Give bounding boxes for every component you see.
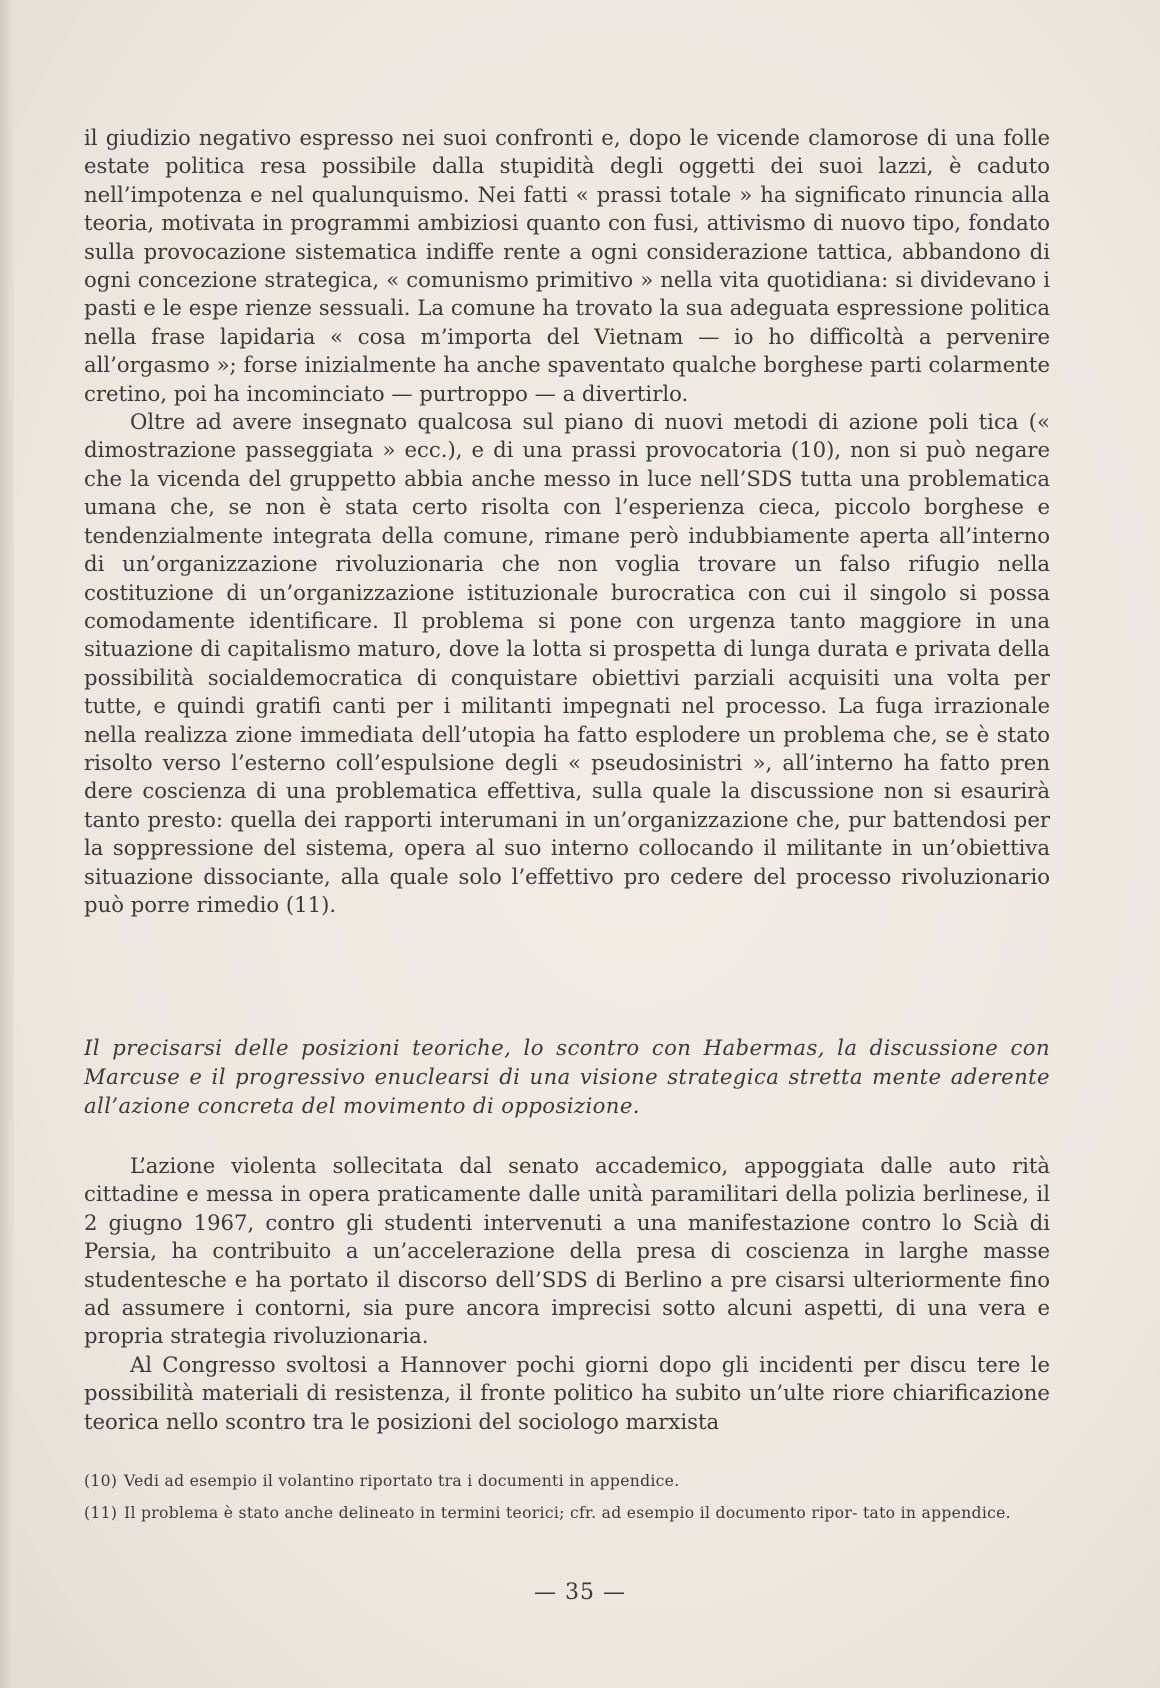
text-line: pone con urgenza tanto maggiore in una situazione di capitalismo maturo, dove	[84, 607, 1050, 662]
body-paragraph	[84, 408, 1050, 919]
text-line: L’azione violenta sollecitata dal senato accademico, appoggiata dalle auto	[130, 1153, 997, 1178]
footnotes	[84, 1470, 1050, 1534]
page-number: — 35 —	[534, 1580, 626, 1605]
heading-line: Il precisarsi delle posizioni teoriche, lo scontro con Habermas, la discussione	[84, 1035, 1011, 1060]
heading-line: mente aderente all’azione concreta del movimento di opposizione.	[84, 1064, 1050, 1118]
text-line: colarmente cretino, poi ha incominciato — purtroppo — a divertirlo.	[84, 352, 1050, 406]
text-line: esaurirà tanto presto: quella dei rapporti interumani in un’organizzazione che,	[84, 778, 1050, 832]
text-line: berlinese, il 2 giugno 1967, contro gli studenti intervenuti a una manifestazione	[84, 1181, 1050, 1235]
text-line: alcuni aspetti, di una vera e propria strategia rivoluzionaria.	[84, 1295, 1050, 1349]
text-line: ha significato rinuncia alla teoria, motivata in programmi ambiziosi quanto con	[84, 181, 1051, 236]
text-line: di conquistare obiettivi parziali acquisiti una volta per tutte, e quindi gratifi	[84, 664, 1050, 719]
text-line: pur battendosi per la soppressione del sistema, opera al suo interno collocando	[84, 806, 1050, 861]
text-line: rente a ogni considerazione tattica, abbandono di ogni concezione strategica,	[84, 238, 1050, 293]
text-line: tere le possibilità materiali di resistenza, il fronte politico ha subito un’ulte	[84, 1351, 1050, 1406]
text-line: di una folle estate politica resa possibile dalla stupidità degli oggetti dei suoi	[84, 125, 1051, 179]
text-line: contro lo Scià di Persia, ha contribuito a un’accelerazione della presa di coscienza	[84, 1209, 1050, 1264]
text-block-bottom	[84, 1152, 1050, 1436]
text-line: tutta una problematica umana che, se non è stata certo risolta con l’esperienza	[84, 465, 1050, 520]
text-line: Oltre ad avere insegnato qualcosa sul piano di nuovi metodi di azione poli	[130, 409, 969, 435]
text-line: tica (« dimostrazione passeggiata » ecc.), e di una prassi provocatoria (10), non	[84, 409, 1050, 463]
text-line: « comunismo primitivo » nella vita quotidiana: si dividevano i pasti e le espe	[84, 267, 1050, 321]
text-line: fusi, attivismo di nuovo tipo, fondato sulla provocazione sistematica indiffe	[84, 210, 1050, 264]
body-paragraph	[84, 1351, 1050, 1436]
text-line: riore chiarificazione teorica nello scontro tra le posizioni del sociologo marxista	[84, 1380, 1050, 1434]
text-line: dere coscienza di una problematica effettiva, sulla quale la discussione non si	[84, 778, 961, 804]
text-line: all’orgasmo »; forse inizialmente ha anche spaventato qualche borghese parti	[84, 352, 922, 378]
footnote	[84, 1502, 1050, 1525]
body-paragraph	[84, 124, 1050, 408]
footnote-number: (11)	[84, 1504, 118, 1522]
text-line: burocratica con cui il singolo si possa comodamente identificare. Il problema si	[84, 579, 1050, 633]
text-line: il militante in un’obiettiva situazione dissociante, alla quale solo l’effettivo pro	[84, 835, 1050, 889]
text-line: cisarsi ulteriormente fino ad assumere i contorni, sia pure ancora imprecisi sotto	[84, 1266, 1050, 1321]
footnote-text: Il problema è stato anche delineato in termini teorici; cfr. ad esempio il documento ripor- tato in appendice.	[124, 1504, 1011, 1522]
text-block-top	[84, 124, 1050, 919]
text-line: cieca, piccolo borghese e tendenzialmente integrata della comune, rimane però	[84, 494, 1050, 548]
body-paragraph	[84, 1152, 1050, 1351]
text-line: canti per i militanti impegnati nel processo. La fuga irrazionale nella realizza	[84, 693, 1051, 747]
text-line: indubbiamente aperta all’interno di un’organizzazione rivoluzionaria che non	[84, 522, 1050, 577]
text-line: cedere del processo rivoluzionario può porre rimedio (11).	[84, 863, 1050, 917]
text-line: il giudizio negativo espresso nei suoi confronti e, dopo le vicende clamorose	[84, 125, 927, 150]
binding-edge	[0, 0, 14, 1688]
text-line: rità cittadine e messa in opera praticamente dalle unità paramilitari della polizia	[84, 1153, 1050, 1207]
text-line: Al Congresso svoltosi a Hannover pochi giorni dopo gli incidenti per discu	[130, 1351, 967, 1377]
section-heading	[84, 1033, 1050, 1120]
footnote-text: Vedi ad esempio il volantino riportato tra i documenti in appendice.	[124, 1472, 680, 1490]
text-line: rienze sessuali. La comune ha trovato la sua adeguata espressione politica nella	[84, 295, 1050, 349]
footnote-number: (10)	[84, 1472, 118, 1490]
text-line: verso l’esterno coll’espulsione degli « pseudosinistri », all’interno ha fatto pren	[162, 749, 1050, 775]
text-line: frase lapidaria « cosa m’importa del Vietnam — io ho difficoltà a pervenire	[151, 323, 1051, 349]
text-line: la lotta si prospetta di lunga durata e privata della possibilità socialdemocratica	[84, 636, 1051, 690]
text-line: lazzi, è caduto nell’impotenza e nel qualunquismo. Nei fatti « prassi totale »	[84, 153, 1050, 207]
text-line: zione immediata dell’utopia ha fatto esplodere un problema che, se è stato risolto	[84, 721, 1050, 775]
text-line: in larghe masse studentesche e ha portato il discorso dell’SDS di Berlino a pre	[84, 1238, 1051, 1292]
text-line: voglia trovare un falso rifugio nella costituzione di un’organizzazione istituzionale	[84, 551, 1050, 605]
heading-line: con Marcuse e il progressivo enuclearsi di una visione strategica stretta	[84, 1035, 1050, 1089]
text-line: si può negare che la vicenda del gruppetto abbia anche messo in luce nell’SDS	[84, 437, 1050, 491]
footnote	[84, 1470, 1050, 1493]
